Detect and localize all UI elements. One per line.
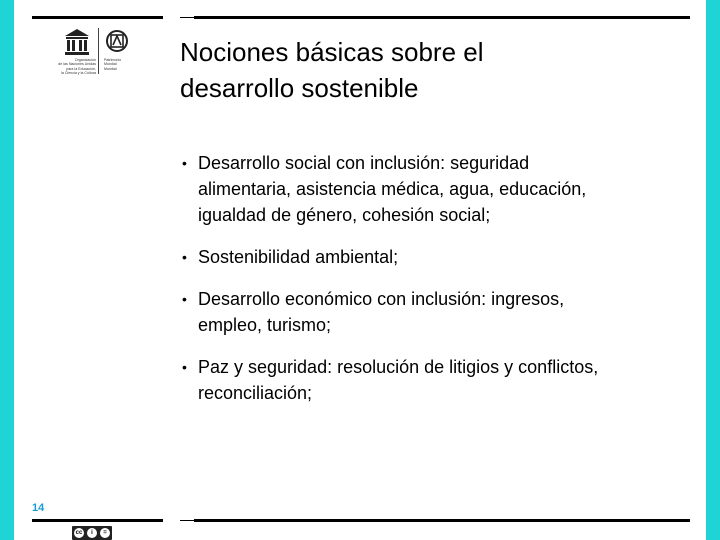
slide-title-line: Nociones básicas sobre el <box>180 37 484 67</box>
left-accent-bar <box>0 0 14 540</box>
bullet-marker: • <box>182 359 187 375</box>
bottom-rule-right <box>194 519 690 522</box>
top-rule-left <box>32 16 163 19</box>
bullet-text-line: alimentaria, asistencia médica, agua, educación, <box>198 179 587 199</box>
world-heritage-emblem-icon <box>106 30 128 52</box>
bullet-text-line: reconciliación; <box>198 383 313 403</box>
bullet-marker: • <box>182 291 187 307</box>
whc-name: Patrimonio Mundial Mundial <box>104 58 122 71</box>
bullet-text-line: Sostenibilidad ambiental; <box>198 247 399 267</box>
slide-title-line: desarrollo sostenible <box>180 73 419 103</box>
bullet-item <box>180 354 700 406</box>
unesco-temple-logo-icon <box>64 28 90 56</box>
bullet-item <box>180 244 700 270</box>
top-rule-right <box>194 16 690 19</box>
bullet-list <box>180 150 700 422</box>
creative-commons-badge-icon: cc i = <box>72 526 112 540</box>
bottom-rule-left <box>32 519 163 522</box>
right-accent-bar <box>706 0 720 540</box>
bullet-text-line: igualdad de género, cohesión social; <box>198 205 491 225</box>
unesco-logo-block <box>48 28 138 78</box>
bullet-text-line: Desarrollo económico con inclusión: ingresos, <box>198 289 565 309</box>
bullet-text-line: Paz y seguridad: resolución de litigios y conflictos, <box>198 357 599 377</box>
bullet-item <box>180 286 700 338</box>
slide-title <box>180 34 680 106</box>
bullet-text-line: empleo, turismo; <box>198 315 332 335</box>
bullet-text-line: Desarrollo social con inclusión: seguridad <box>198 153 530 173</box>
bottom-rule-tick <box>180 520 194 521</box>
top-rule-tick <box>180 17 194 18</box>
bullet-marker: • <box>182 249 187 265</box>
unesco-org-name: Organización de las Naciones Unidas para la Educación, la Ciencia y la Cultura <box>58 58 96 76</box>
bullet-item <box>180 150 700 228</box>
bullet-marker: • <box>182 155 187 171</box>
page-number: 14 <box>32 502 45 514</box>
logo-separator <box>98 28 99 74</box>
